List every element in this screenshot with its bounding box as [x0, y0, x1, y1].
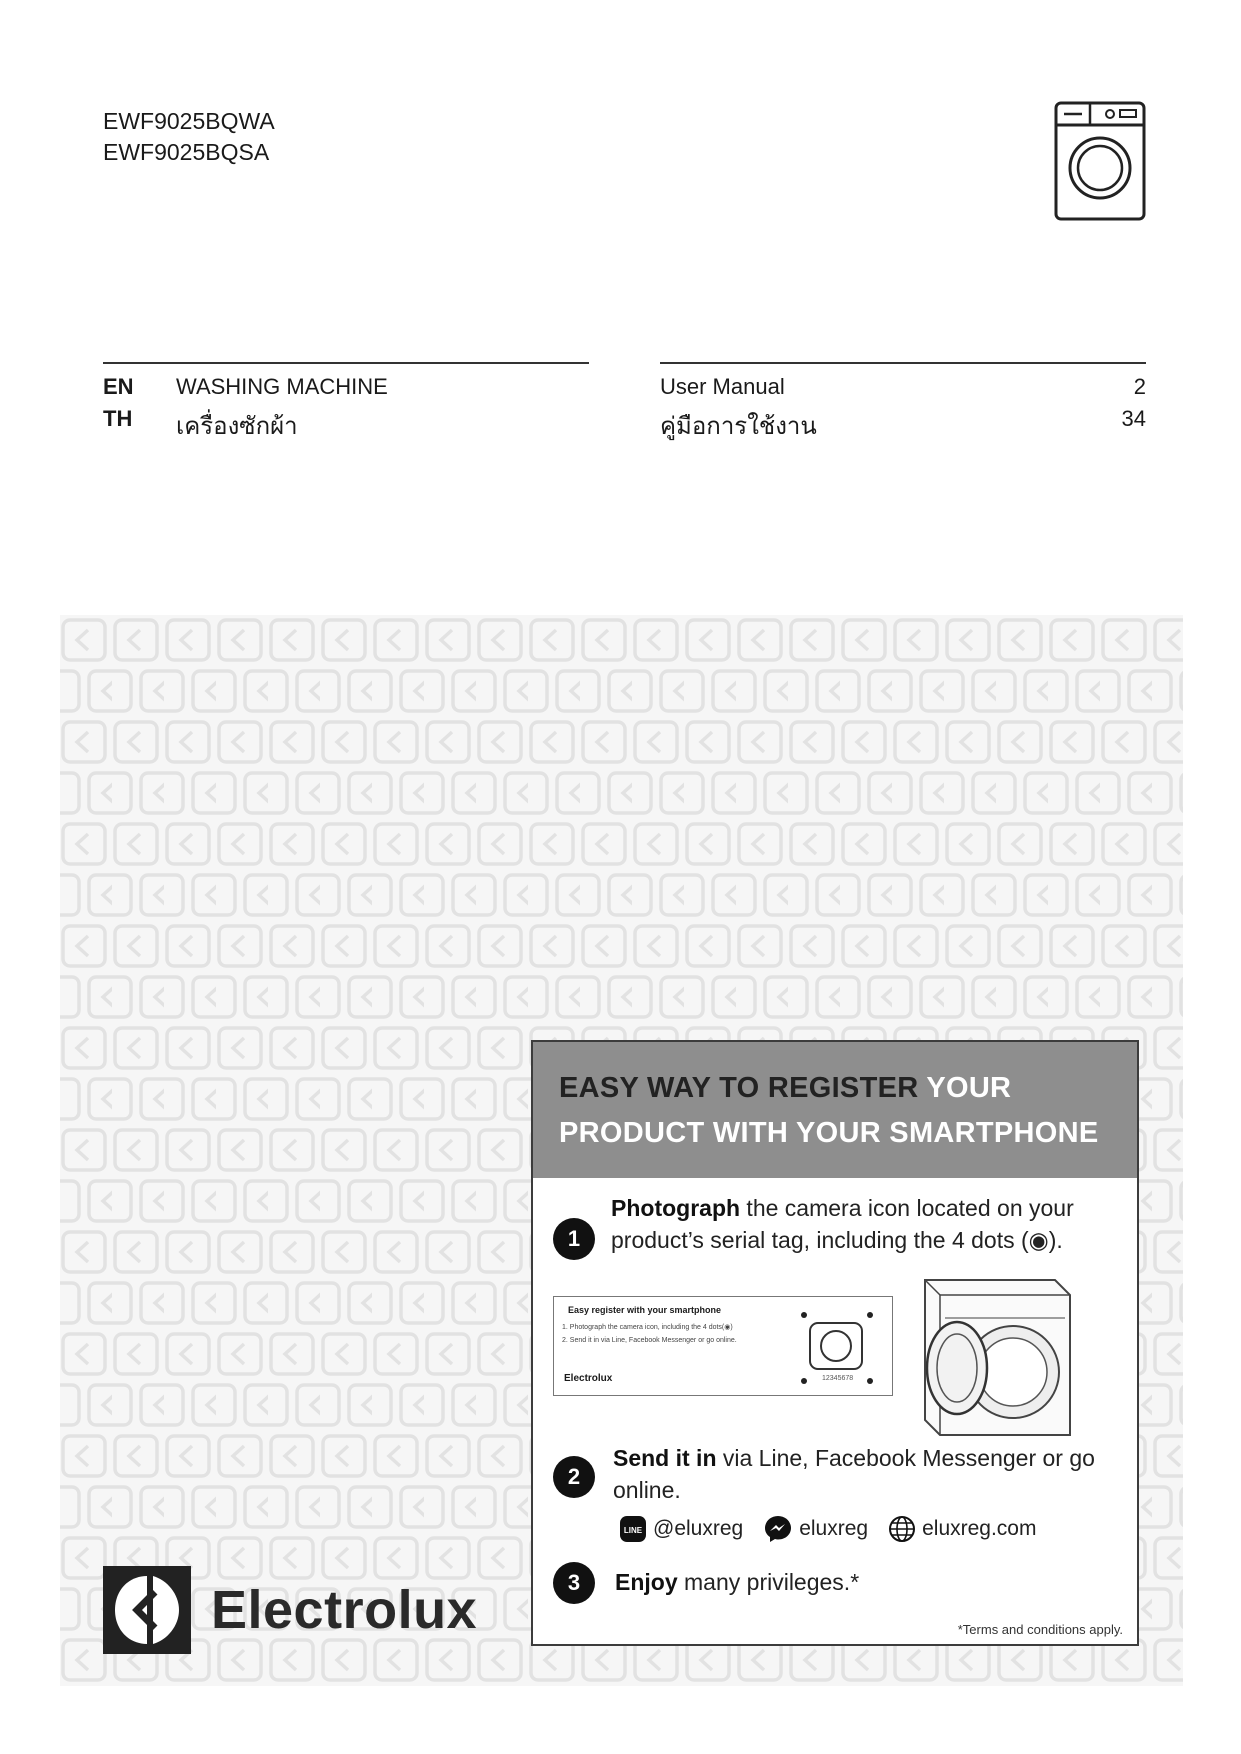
serial-tag-title: Easy register with your smartphone — [568, 1305, 722, 1315]
step-2 — [553, 1442, 1113, 1506]
washing-machine-icon — [1054, 101, 1146, 221]
product-name: WASHING MACHINE — [176, 374, 388, 399]
divider-left — [103, 362, 589, 364]
page-number: 34 — [1121, 406, 1146, 431]
model-number: EWF9025BQWA — [103, 108, 275, 134]
social-messenger[interactable] — [763, 1514, 868, 1544]
brand-name: Electrolux — [211, 1580, 478, 1640]
serial-tag-brand: Electrolux — [564, 1373, 613, 1384]
serial-number: 12345678 — [822, 1375, 854, 1382]
terms-note: *Terms and conditions apply. — [957, 1622, 1123, 1637]
step-text: Send it in via Line, Facebook Messenger or go online. — [613, 1445, 1095, 1503]
step-number: 3 — [553, 1562, 595, 1604]
svg-text:LINE: LINE — [623, 1526, 643, 1535]
step-text: Enjoy many privileges.* — [615, 1569, 860, 1595]
document-name: คู่มือการใช้งาน — [660, 413, 817, 440]
contents-row-th — [0, 406, 1241, 440]
language-code: EN — [103, 374, 134, 399]
electrolux-logo-icon — [103, 1566, 191, 1654]
messenger-icon — [763, 1514, 793, 1544]
divider-right — [660, 362, 1146, 364]
registration-title-line2: PRODUCT WITH YOUR SMARTPHONE — [559, 1117, 1099, 1149]
language-code: TH — [103, 406, 133, 431]
serial-tag-sample — [553, 1296, 893, 1396]
document-name: User Manual — [660, 374, 785, 399]
social-label: eluxreg.com — [922, 1517, 1037, 1540]
registration-title-line1: EASY WAY TO REGISTER YOUR — [559, 1072, 1012, 1104]
social-label: @eluxreg — [653, 1517, 744, 1540]
electrolux-logo — [103, 1566, 477, 1654]
model-number: EWF9025BQSA — [103, 139, 270, 165]
step-number: 2 — [553, 1456, 595, 1498]
contents-row-en — [0, 374, 1241, 404]
page-number: 2 — [1133, 374, 1146, 399]
line-icon — [619, 1515, 647, 1543]
social-links — [619, 1514, 1056, 1544]
step-1 — [553, 1192, 1093, 1260]
registration-card — [531, 1040, 1139, 1646]
product-name: เครื่องซักผ้า — [176, 413, 298, 440]
serial-tag-step: 2. Send it in via Line, Facebook Messenger or go online. — [562, 1337, 737, 1344]
registration-header — [533, 1042, 1137, 1178]
model-numbers — [103, 106, 275, 168]
step-text: Photograph the camera icon located on your product’s serial tag, including the 4 dots (◉). — [611, 1195, 1074, 1253]
step-number: 1 — [553, 1218, 595, 1260]
washing-machine-illustration — [895, 1260, 1085, 1440]
social-website[interactable] — [888, 1515, 1036, 1543]
serial-tag-step: 1. Photograph the camera icon, including the 4 dots(◉) — [562, 1324, 733, 1331]
globe-icon — [888, 1515, 916, 1543]
step-3 — [553, 1562, 1113, 1604]
social-line[interactable] — [619, 1515, 743, 1543]
social-label: eluxreg — [799, 1517, 869, 1540]
